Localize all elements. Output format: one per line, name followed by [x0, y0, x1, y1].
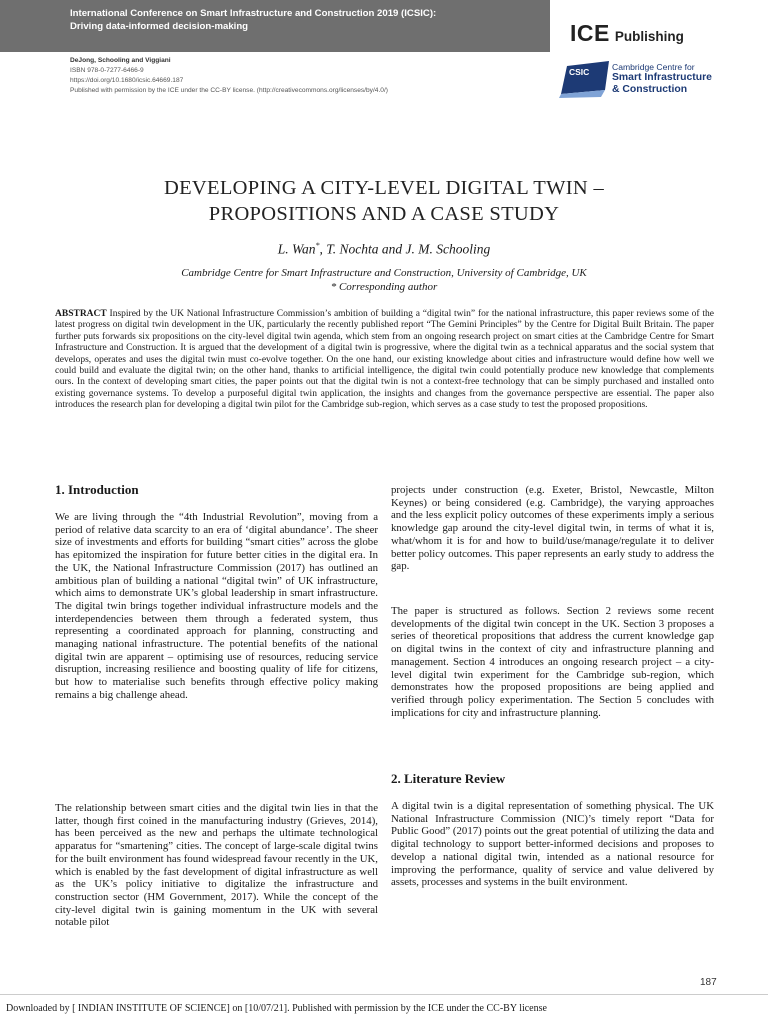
metadata-isbn: ISBN 978-0-7277-6466-9 [70, 67, 144, 74]
corresponding-note: * Corresponding author [330, 281, 438, 293]
metadata-license: Published with permission by the ICE under the CC-BY license. (http://creativecommons.org/licenses/by/4.0/) [70, 87, 388, 94]
literature-paragraph-1: A digital twin is a digital representation of something physical. The UK National Infrastructure Commission (NIC)’s timely report “Data for Public Good” (2017) points out the great potential of utilizing the data and digital technology to support better-informed decisions and proposes to develop a national digital twin, intended as a national resource for improving the performance, quality of service and value delivered by assets, processes and systems in the built environment. [391, 800, 714, 889]
author-rest: , T. Nochta and J. M. Schooling [319, 241, 491, 257]
csic-name-line2: Smart Infrastructure [612, 72, 712, 83]
affiliation: Cambridge Centre for Smart Infrastructure and Construction, University of Cambridge, UK [181, 267, 587, 279]
ice-logo-text: ICE [570, 20, 610, 46]
paper-title-line2: PROPOSITIONS AND A CASE STUDY [208, 203, 560, 225]
intro-paragraph-3: The paper is structured as follows. Section 2 reviews some recent developments of the digital twin concept in the UK. Section 3 proposes a series of theoretical propositions that address the current knowledge gap on digital twins in the context of city and infrastructure planning and management. Section 4 introduces an ongoing research project – a city-level digital twin experiment for the Cambridge sub-region, which demonstrates how the proposed propositions are being applied and verified through policy experimentation. The Section 5 concludes with implications for city and infrastructure planning. [391, 605, 714, 719]
publishing-logo-text: Publishing [614, 29, 684, 44]
conference-subtitle: Driving data-informed decision-making [70, 21, 249, 32]
download-footer: Downloaded by [ INDIAN INSTITUTE OF SCIENCE] on [10/07/21]. Published with permission by the ICE under the CC-BY license [6, 1003, 547, 1014]
conference-title [70, 7, 540, 33]
csic-name-line1: Cambridge Centre for [612, 62, 695, 72]
footer-divider [0, 994, 768, 995]
intro-paragraph-1: We are living through the “4th Industrial Revolution”, moving from a period of relative data scarcity to an era of ‘digital abundance’. The sheer size of investments and efforts for building “smart cities” across the globe has epitomized the inspiration for future better cities in the digital era. In the UK, the National Infrastructure Commission (2017) has outlined an ambitious plan of building a national “digital twin” of UK infrastructure, which aims to demonstrate UK’s global leadership in smart infrastructure. The digital twin brings together individual infrastructure models and the interdependencies between them through a federated system, thus representing a coordinated approach for planning, constructing and managing national infrastructure. The potential benefits of the national digital twin are apparent – optimising use of resources, reducing service disruption, increasing resilience and boosting quality of life for citizens, but how to materialise such benefits through effective policy making remains a big challenge ahead. [55, 511, 378, 701]
metadata-authors: DeJong, Schooling and Viggiani [70, 57, 171, 64]
publication-metadata [70, 56, 490, 96]
affiliation-block [80, 266, 688, 294]
csic-logo [557, 60, 727, 98]
heading-introduction: 1. Introduction [55, 482, 139, 497]
abstract-text: Inspired by the UK National Infrastructure Commission’s ambition of building a “digital twin” for the national infrastructure, this paper reviews some of the latest progress on digital twin development in the UK, particularly the recently published report “The Gemini Principles” by the Centre for Digital Built Britain. The paper further puts forwards six propositions on the city-level digital twin agenda, which stem from an ongoing research project on smart cities at the Cambridge Centre for Smart Infrastructure and Construction. It is argued that the development of a digital twin is progressive, where the digital twin as a technical apparatus and the social system that develops, operates and uses the digital twin must co-evolve together. On the one hand, our existing knowledge about cities and infrastructure would define how well we could build and evaluate the digital twin; on the other hand, thanks to artificial intelligence, the digital twin could potentially produce new knowledge that complements ours. In the context of developing smart cities, the paper points out that the digital twin is not a context-free technology that can be simply purchased and installed onto existing governance systems. To develop a purposeful digital twin application, the insights and changes from the governance perspective are essential. The paper also introduces the research plan for developing a digital twin pilot for the Cambridge sub-region, which serves as a case study to test the proposed propositions. [55, 309, 714, 411]
csic-emblem-icon [557, 60, 615, 98]
intro-paragraph-2-continued: projects under construction (e.g. Exeter, Bristol, Newcastle, Milton Keynes) or being considered (e.g. Cambridge), the varying approaches and the less explicit policy outcomes of these experiments imply a serious knowledge gap around the city-level digital twin, in terms of what it is, what/whom it is for and how to build/use/manage/regulate it to deliver better policy outcomes. This paper represents an early study to address the gap. [391, 484, 714, 573]
ice-publishing-logo [570, 21, 684, 49]
heading-literature-review: 2. Literature Review [391, 771, 506, 786]
paper-title [80, 175, 688, 227]
page-number: 187 [700, 977, 717, 988]
abstract-label: ABSTRACT [55, 309, 107, 319]
csic-name-line3: & Construction [612, 84, 688, 95]
conference-name: International Conference on Smart Infrastructure and Construction 2019 (ICSIC): [70, 8, 437, 19]
csic-name [612, 62, 730, 96]
corresponding-mark: * [315, 241, 320, 250]
author-first: L. Wan [277, 241, 316, 257]
paper-authors [80, 237, 688, 259]
metadata-doi[interactable]: https://doi.org/10.1680/icsic.64669.187 [70, 77, 184, 84]
csic-abbrev: CSIC [569, 67, 590, 77]
intro-paragraph-2: The relationship between smart cities and the digital twin lies in that the latter, though first coined in the manufacturing industry (Grieves, 2014), has been perceived as the new and perhaps the ultimate technological apparatus for “smartening” cities. The concept of large-scale digital twins for the built environment has found widespread favour recently in the UK, which is enabled by the fast development of digital infrastructure as well as the UK’s policy initiative to digitalize the infrastructure and construction sector (HM Government, 2017). While the concept of the city-level digital twin is gaining momentum in the UK with several notable pilot [55, 802, 378, 929]
paper-title-line1: DEVELOPING A CITY-LEVEL DIGITAL TWIN – [164, 177, 604, 199]
abstract [55, 309, 714, 412]
conference-banner [0, 0, 550, 52]
